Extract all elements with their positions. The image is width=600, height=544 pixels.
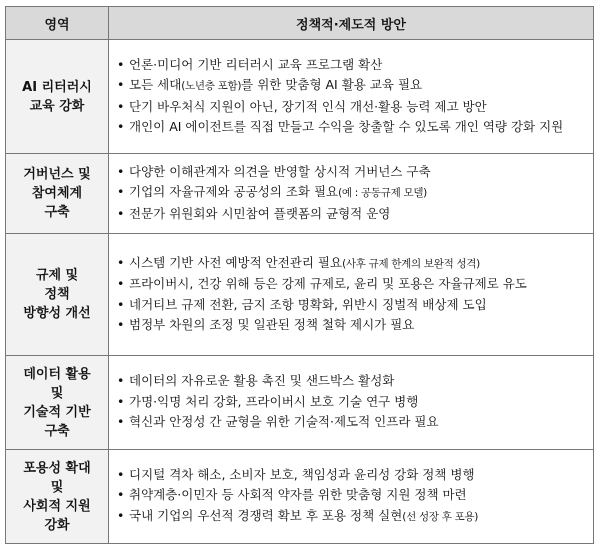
area-label-line: 규제 및 — [35, 268, 79, 283]
bullet-icon: • — [117, 507, 125, 523]
list-item — [117, 97, 587, 118]
item-text: 범정부 차원의 조정 및 일관된 정책 철학 제시가 필요 — [129, 317, 415, 332]
item-text: 디지털 격차 해소, 소비자 보호, 책임성과 윤리성 강화 정책 병행 — [129, 466, 475, 482]
item-text: 국내 기업의 우선적 경쟁력 확보 후 포용 정책 실현 — [129, 507, 403, 523]
item-text: 가명·익명 처리 강화, 프라이버시 보호 기술 연구 병행 — [129, 393, 419, 409]
list-item — [117, 371, 587, 392]
policy-cell — [109, 154, 594, 234]
bullet-icon: • — [117, 414, 125, 430]
item-text: 다양한 이해관계자 의견을 반영할 상시적 거버넌스 구축 — [129, 163, 431, 179]
item-text: 단기 바우처식 지원이 아닌, 장기적 인식 개선·활용 능력 제고 방안 — [129, 98, 487, 114]
area-label-line: 및 — [50, 385, 64, 401]
area-label-line: 강화 — [44, 517, 70, 533]
area-cell — [6, 450, 109, 544]
policy-cell — [109, 234, 594, 356]
item-text: 언론·미디어 기반 리터러시 교육 프로그램 확산 — [129, 56, 383, 72]
item-text-tail: 를 위한 맞춤형 AI 활용 교육 필요 — [241, 77, 423, 92]
list-item — [117, 182, 587, 204]
area-label-line: 기술적 기반 — [23, 404, 91, 420]
bullet-icon: • — [117, 276, 125, 291]
item-note: (선 성장 후 포용) — [402, 510, 479, 523]
table-row — [6, 450, 594, 544]
list-item — [117, 295, 587, 316]
policy-list — [117, 371, 587, 433]
list-item — [117, 117, 587, 138]
area-cell — [6, 356, 109, 450]
table-row — [6, 356, 594, 450]
item-text: 프라이버시, 건강 위해 등은 강제 규제로, 윤리 및 포용은 자율규제로 유도 — [129, 276, 527, 291]
header-policy: 정책적·제도적 방안 — [109, 7, 594, 40]
area-label-line: 및 — [50, 479, 64, 495]
bullet-icon: • — [117, 487, 125, 503]
list-item — [117, 392, 587, 413]
list-item — [117, 274, 587, 295]
item-text: 전문가 위원회와 시민참여 플랫폼의 균형적 운영 — [129, 205, 391, 221]
area-label-line: 거버넌스 및 — [23, 167, 91, 182]
item-note: (예 : 공동규제 모델) — [338, 187, 427, 200]
policy-cell — [109, 450, 594, 544]
area-label-line: 구축 — [44, 205, 70, 220]
item-text: 모든 세대 — [129, 77, 182, 92]
bullet-icon: • — [117, 77, 125, 92]
table-header-row — [6, 7, 594, 40]
bullet-icon: • — [117, 98, 125, 114]
list-item — [117, 55, 587, 76]
item-note: (사후 규제 한계의 보완적 성격) — [342, 257, 480, 270]
area-label-line: 사회적 지원 — [23, 498, 91, 514]
bullet-icon: • — [117, 184, 125, 200]
list-item — [117, 253, 587, 275]
list-item — [117, 465, 587, 486]
item-text: 개인이 AI 에이전트를 직접 만들고 수익을 창출할 수 있도록 개인 역량 강화 지원 — [129, 119, 564, 134]
item-text: 시스템 기반 사전 예방적 안전관리 필요 — [129, 254, 343, 270]
bullet-icon: • — [117, 205, 125, 221]
table-row — [6, 234, 594, 356]
bullet-icon: • — [117, 163, 125, 179]
policy-cell — [109, 40, 594, 154]
list-item — [117, 506, 587, 528]
header-area: 영역 — [6, 7, 109, 40]
area-label-line: 교육 강화 — [29, 98, 85, 114]
area-cell — [6, 234, 109, 356]
area-cell — [6, 40, 109, 154]
item-text: 네거티브 규제 전환, 금지 조항 명확화, 위반시 징벌적 배상제 도입 — [129, 296, 487, 312]
area-label-line: 포용성 확대 — [23, 460, 91, 476]
item-text: 기업의 자율규제와 공공성의 조화 필요 — [129, 184, 339, 200]
table-row — [6, 154, 594, 234]
area-label-line: 데이터 활용 — [23, 366, 91, 382]
bullet-icon: • — [117, 317, 125, 332]
area-label-line: AI 리터러시 — [22, 79, 92, 95]
list-item — [117, 204, 587, 225]
list-item — [117, 315, 587, 336]
area-label-line: 참여체계 — [31, 186, 83, 201]
bullet-icon: • — [117, 373, 125, 389]
item-text: 데이터의 자유로운 활용 촉진 및 샌드박스 활성화 — [129, 373, 395, 389]
policy-list — [117, 162, 587, 225]
policy-list — [117, 253, 587, 336]
policy-cell — [109, 356, 594, 450]
area-cell — [6, 154, 109, 234]
item-note: (노년층 포함) — [181, 80, 242, 92]
list-item — [117, 75, 587, 97]
bullet-icon: • — [117, 56, 125, 72]
item-text: 취약계층·이민자 등 사회적 약자를 위한 맞춤형 지원 정책 마련 — [129, 487, 467, 503]
bullet-icon: • — [117, 466, 125, 482]
bullet-icon: • — [117, 119, 125, 134]
bullet-icon: • — [117, 296, 125, 312]
policy-table — [5, 6, 594, 544]
bullet-icon: • — [117, 254, 125, 270]
table-row — [6, 40, 594, 154]
policy-list — [117, 465, 587, 528]
area-label-line: 정책 — [44, 287, 70, 302]
list-item — [117, 485, 587, 506]
list-item — [117, 412, 587, 433]
list-item — [117, 162, 587, 183]
area-label-line: 방향성 개선 — [23, 306, 91, 321]
area-label-line: 구축 — [44, 423, 70, 439]
policy-list — [117, 55, 587, 138]
item-text: 혁신과 안정성 간 균형을 위한 기술적·제도적 인프라 필요 — [129, 414, 439, 430]
bullet-icon: • — [117, 393, 125, 409]
